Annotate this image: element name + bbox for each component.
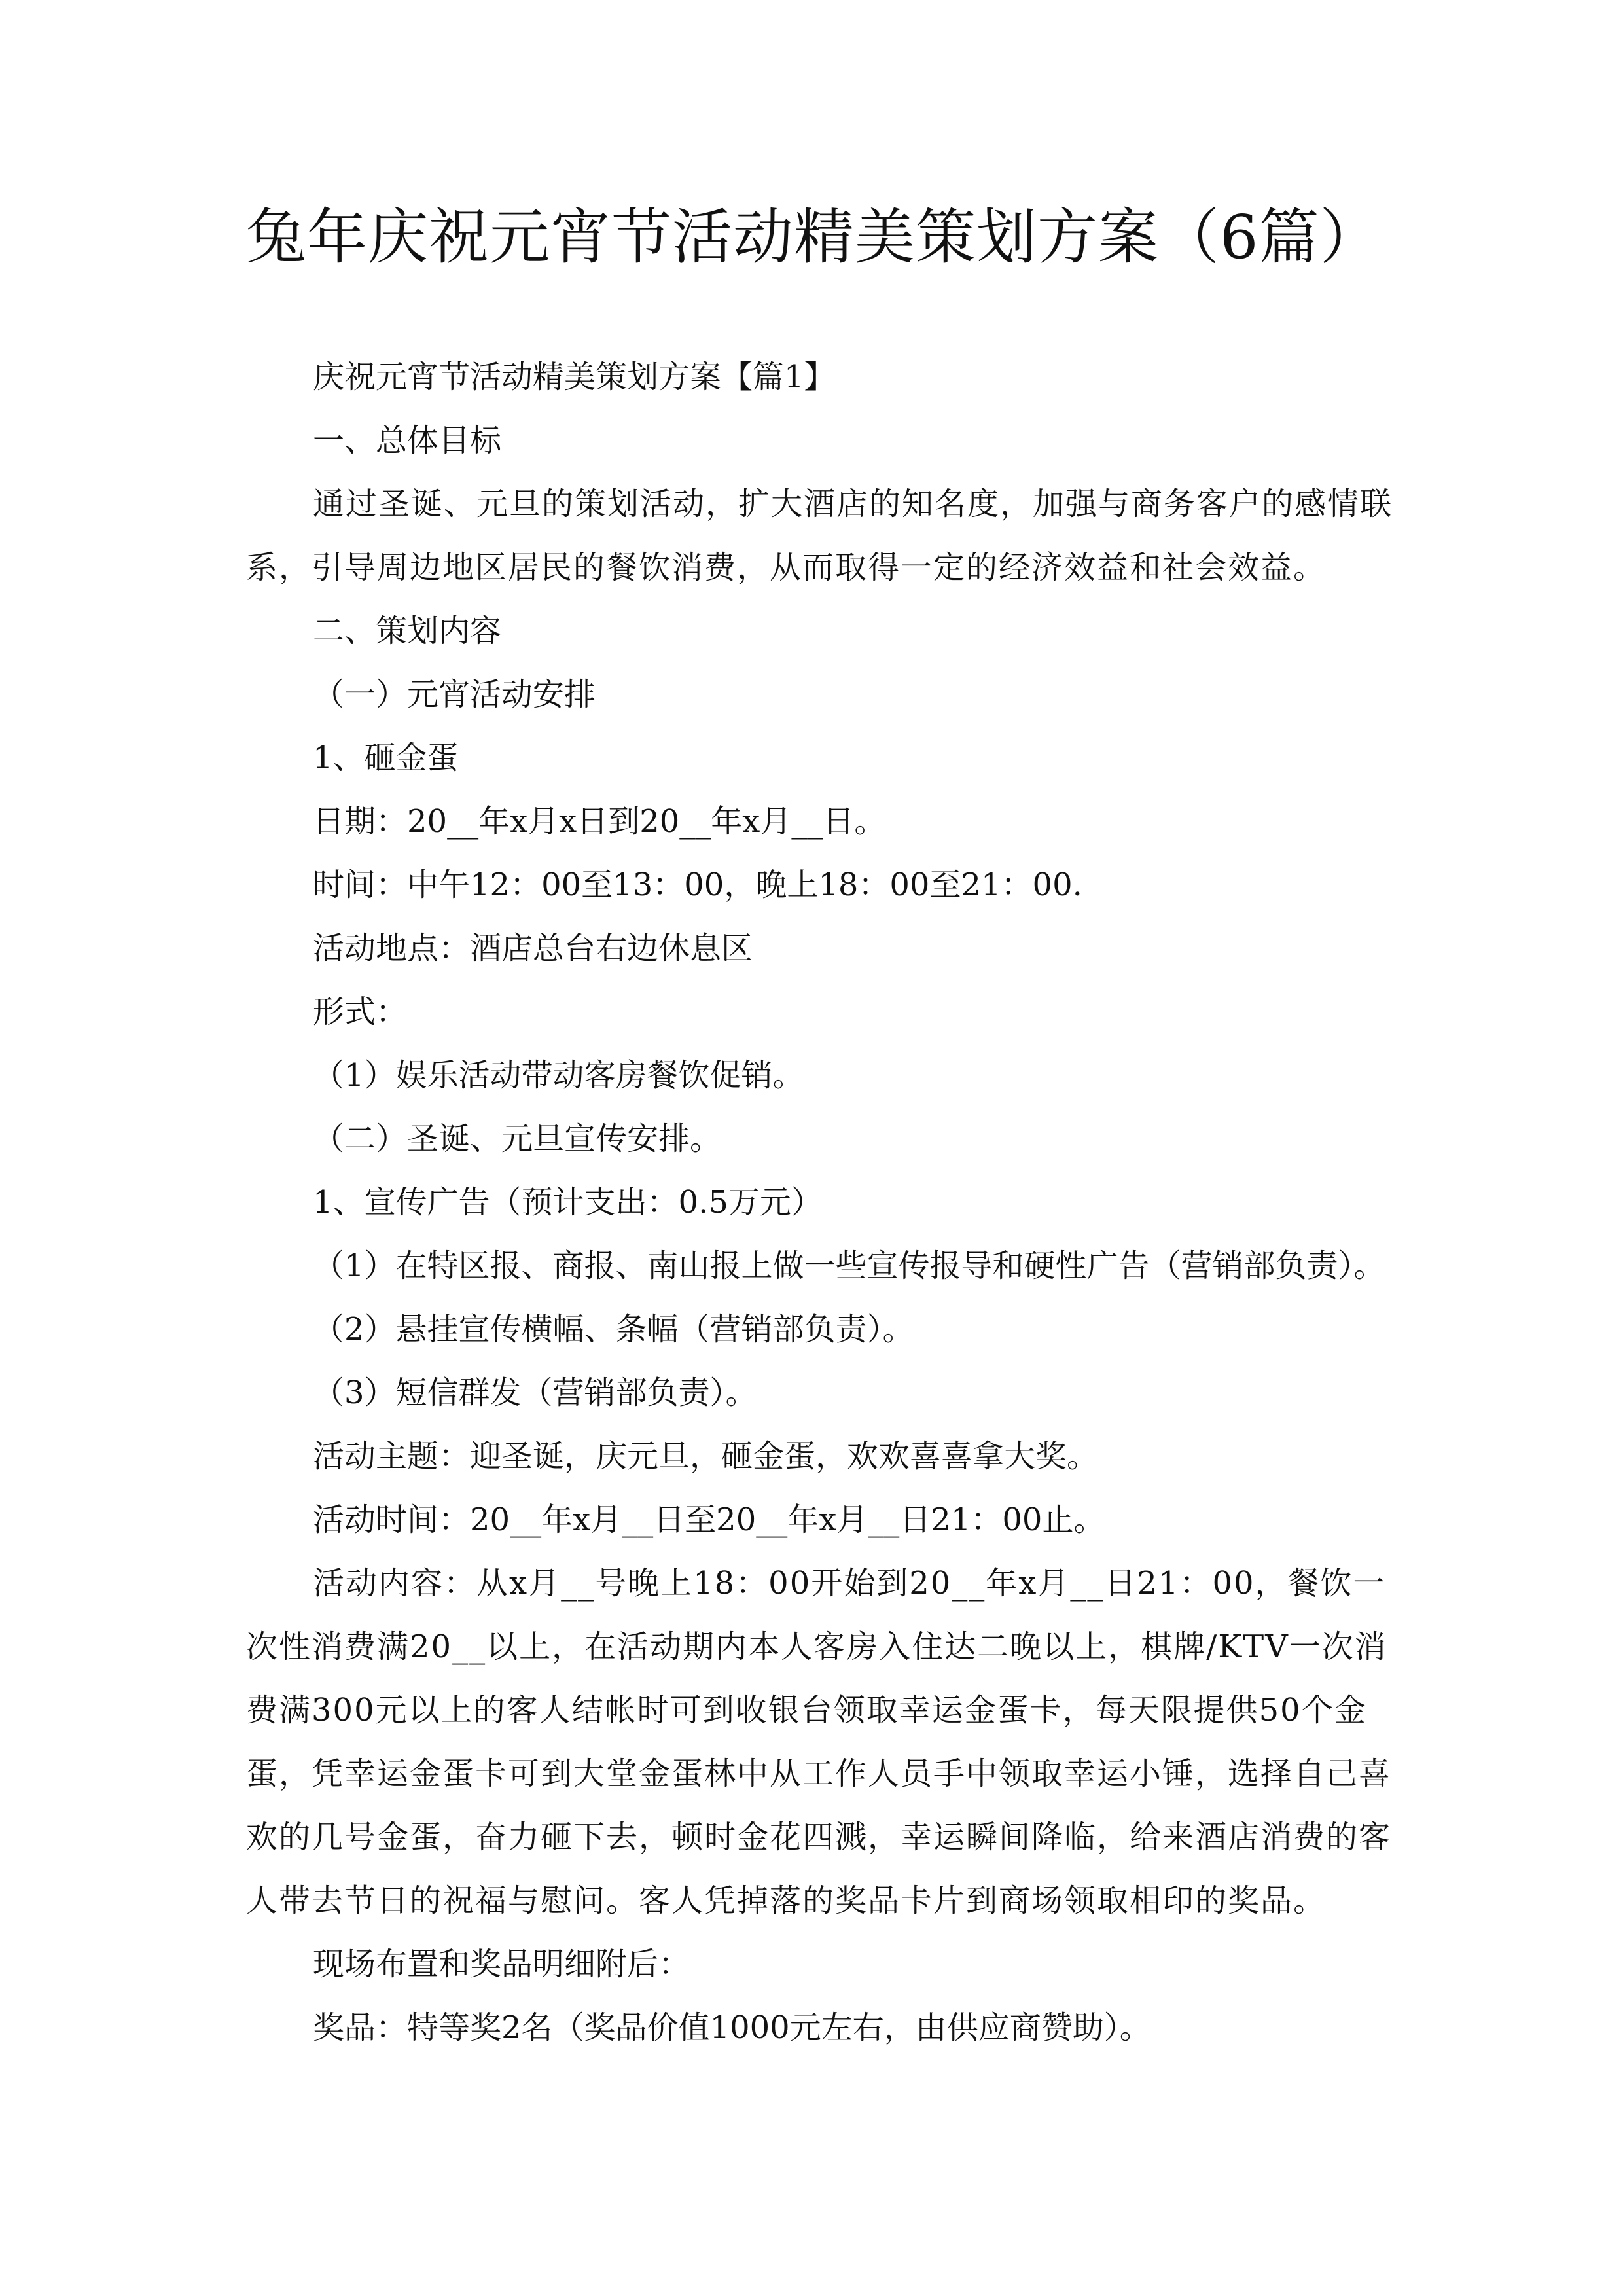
heading-overall-goal: 一、总体目标 — [313, 422, 502, 459]
document-body — [246, 346, 1398, 2060]
line-setup-note: 现场布置和奖品明细附后： — [313, 1946, 690, 1982]
item-advertising: 1、宣传广告（预计支出：0.5万元） — [313, 1184, 823, 1221]
line-time: 时间：中午12：00至13：00，晚上18：00至21：00. — [313, 867, 1082, 903]
heading-plan-content: 二、策划内容 — [313, 613, 502, 649]
line-format-item-1: （1）娱乐活动带动客房餐饮促销。 — [313, 1057, 804, 1094]
ad-item-sms: （3）短信群发（营销部负责）。 — [313, 1374, 757, 1411]
paragraph-goal-text: 通过圣诞、元旦的策划活动，扩大酒店的知名度，加强与商务客户的感情联系，引导周边地区居民的餐饮消费，从而取得一定的经济效益和社会效益。 — [246, 486, 1393, 586]
section-heading-part1: 庆祝元宵节活动精美策划方案【篇1】 — [313, 359, 836, 395]
subheading-lantern-activity: （一）元宵活动安排 — [313, 676, 596, 713]
document-title: 兔年庆祝元宵节活动精美策划方案（6篇） — [246, 202, 1381, 272]
line-activity-time: 活动时间：20__年x月__日至20__年x月__日21：00止。 — [313, 1501, 1105, 1538]
line-activity-theme: 活动主题：迎圣诞，庆元旦，砸金蛋，欢欢喜喜拿大奖。 — [313, 1438, 1099, 1475]
line-format: 形式： — [313, 994, 408, 1030]
line-date: 日期：20__年x月x日到20__年x月__日。 — [313, 803, 886, 840]
subheading-promotion: （二）圣诞、元旦宣传安排。 — [313, 1121, 722, 1157]
line-location: 活动地点：酒店总台右边休息区 — [313, 930, 753, 967]
ad-item-banners: （2）悬挂宣传横幅、条幅（营销部负责）。 — [313, 1311, 914, 1348]
paragraph-activity-content: 活动内容：从x月__号晚上18：00开始到20__年x月__日21：00，餐饮一次性消费满20__以上，在活动期内本人客房入住达二晚以上，棋牌/KTV一次消费满300元以上的客人结帐时可到收银台领取幸运金蛋卡，每天限提供50个金蛋，凭幸运金蛋卡可到大堂金蛋林中从工作人员手中领取幸运小锤，选择自己喜欢的几号金蛋，奋力砸下去，顿时金花四溅，幸运瞬间降临，给来酒店消费的客人带去节日的祝福与慰问。客人凭掉落的奖品卡片到商场领取相印的奖品。 — [246, 1565, 1392, 1919]
line-prize: 奖品：特等奖2名（奖品价值1000元左右，由供应商赞助）。 — [313, 2009, 1151, 2046]
ad-item-newspaper: （1）在特区报、商报、南山报上做一些宣传报导和硬性广告（营销部负责）。 — [313, 1247, 1385, 1284]
item-golden-egg: 1、砸金蛋 — [313, 740, 459, 776]
